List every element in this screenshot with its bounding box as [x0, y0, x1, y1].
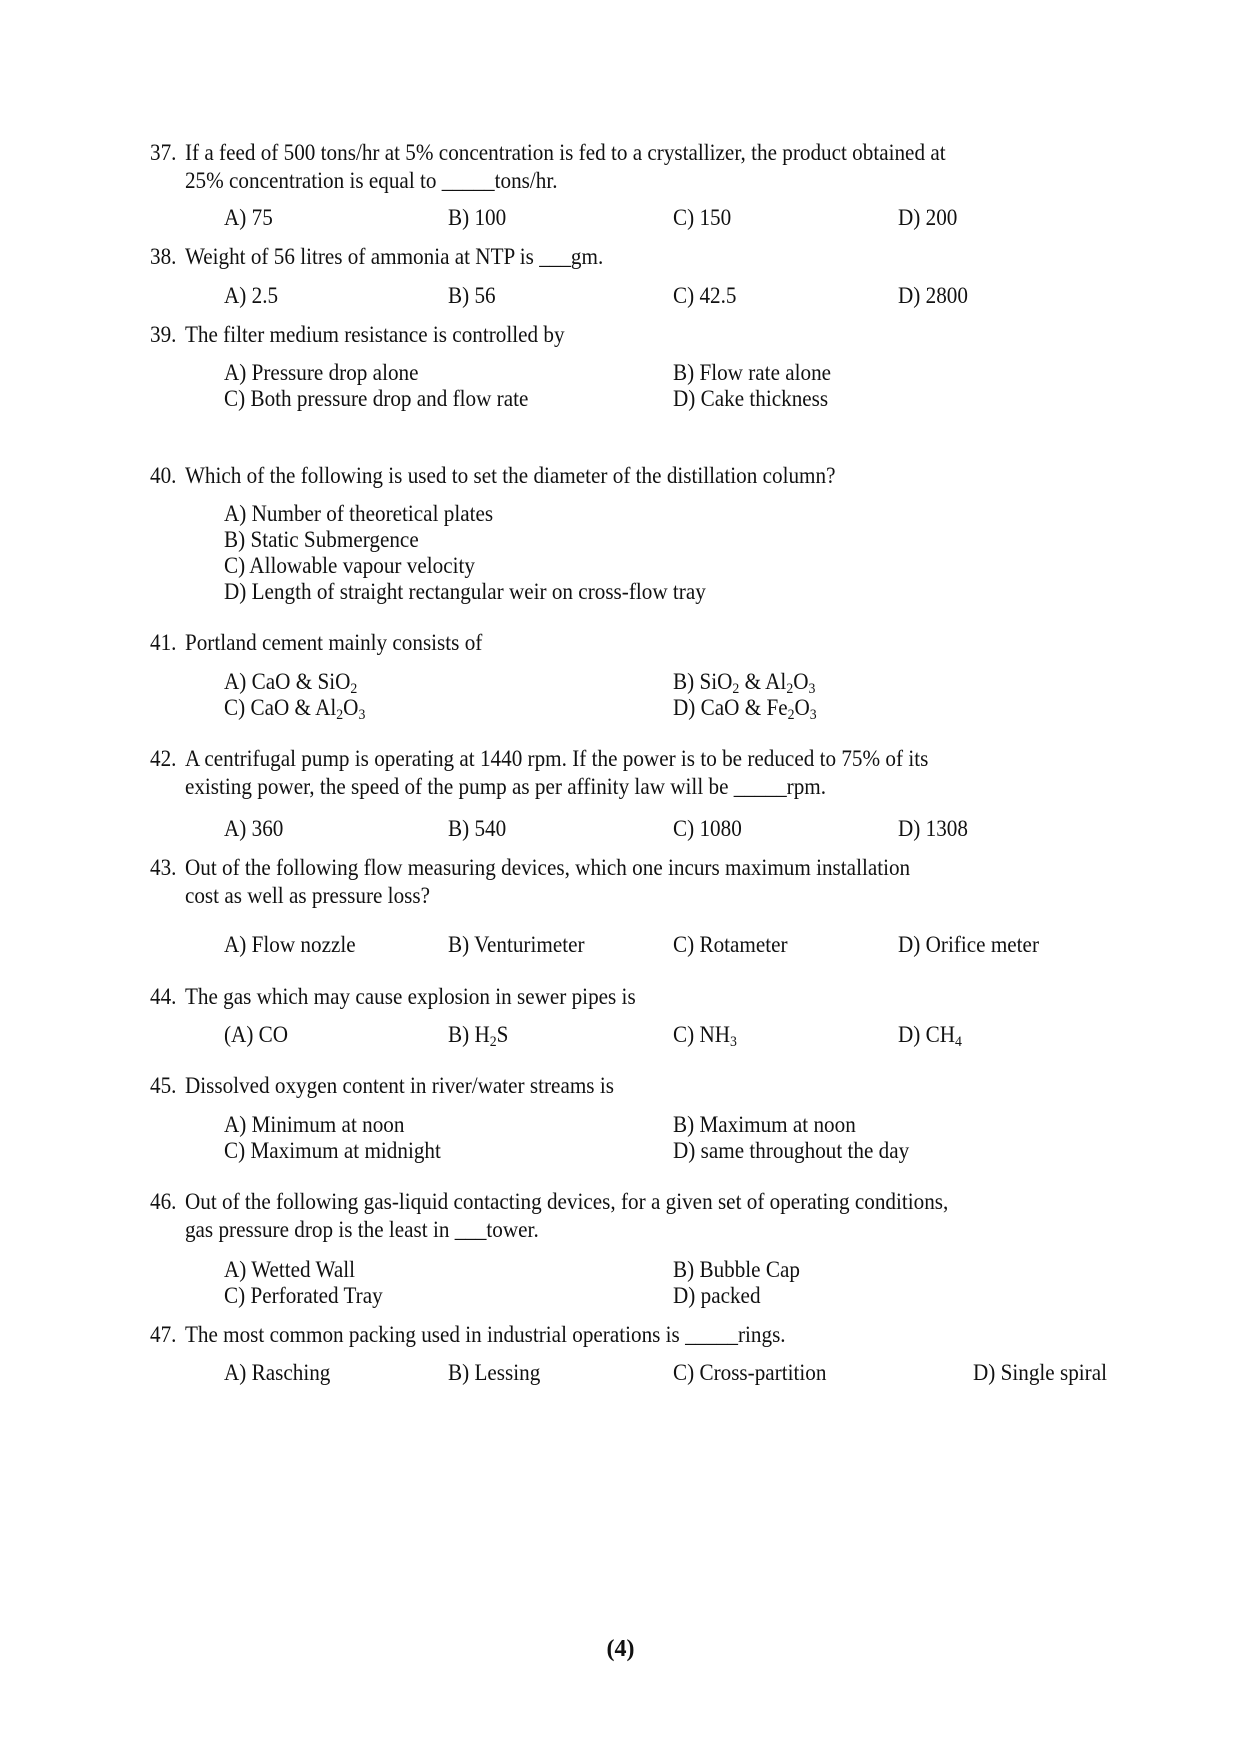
option-b: B) SiO$_2$ & $Al_2O_3$	[673, 669, 816, 697]
question-text: Out of the following gas-liquid contacting devices, for a given set of operating conditions,	[184, 1189, 949, 1214]
option-d: D) CaO & $Fe_2O_3$	[673, 695, 817, 723]
option-c: C) 1080	[673, 816, 742, 841]
question-text-continued: gas pressure drop is the least in ___tower.	[184, 1217, 539, 1242]
option-c: C) Rotameter	[673, 932, 788, 957]
page-number: (4)	[606, 1636, 635, 1662]
question-number: 39.	[150, 322, 177, 347]
question-number: 45.	[150, 1073, 177, 1098]
question-text: A centrifugal pump is operating at 1440 rpm. If the power is to be reduced to 75% of its	[184, 746, 929, 771]
question-number: 42.	[150, 746, 177, 771]
question-number: 46.	[150, 1189, 177, 1214]
question-number: 41.	[150, 630, 177, 655]
option-a: (A) CO	[224, 1022, 289, 1047]
question-46	[150, 1188, 1015, 1244]
option-a: A) 360	[224, 816, 284, 841]
question-number: 40.	[150, 463, 177, 488]
option-b: B) 540	[448, 816, 507, 841]
option-c: C) $NH_3$	[673, 1022, 737, 1050]
question-text: The filter medium resistance is controlled by	[184, 322, 565, 347]
question-text: The most common packing used in industrial operations is _____rings.	[184, 1322, 786, 1347]
question-text: If a feed of 500 tons/hr at 5% concentration is fed to a crystallizer, the product obtained at	[184, 140, 946, 165]
option-a: A) 2.5	[224, 283, 279, 308]
question-text-continued: existing power, the speed of the pump as per affinity law will be _____rpm.	[184, 774, 827, 799]
question-text: Which of the following is used to set the diameter of the distillation column?	[184, 463, 836, 488]
option-b: B) Venturimeter	[448, 932, 585, 957]
question-text: Weight of 56 litres of ammonia at NTP is ___gm.	[184, 244, 604, 269]
option-b: B) $H_2S$	[448, 1022, 509, 1050]
option-c: C) Perforated Tray	[224, 1283, 383, 1308]
option-a: A) 75	[224, 205, 273, 230]
question-40	[150, 462, 1015, 490]
option-d: D) 1308	[898, 816, 968, 841]
option-a: A) Pressure drop alone	[224, 360, 419, 385]
option-c: C) Maximum at midnight	[224, 1138, 441, 1163]
question-text-continued: cost as well as pressure loss?	[184, 883, 431, 908]
option-c: C) 150	[673, 205, 732, 230]
question-number: 47.	[150, 1322, 177, 1347]
option-d: D) same throughout the day	[673, 1138, 910, 1163]
question-number: 43.	[150, 855, 177, 880]
question-text: The gas which may cause explosion in sewer pipes is	[184, 984, 636, 1009]
question-number: 37.	[150, 140, 177, 165]
option-b: B) Bubble Cap	[673, 1257, 800, 1282]
question-number: 44.	[150, 984, 177, 1009]
option-b: B) Lessing	[448, 1360, 541, 1385]
question-37	[150, 139, 1015, 195]
option-d: D) Orifice meter	[898, 932, 1040, 957]
option-a: A) Rasching	[224, 1360, 331, 1385]
question-42	[150, 745, 1088, 801]
question-43	[150, 854, 1088, 910]
option-b: B) 100	[448, 205, 507, 230]
question-41	[150, 629, 1015, 657]
question-38	[150, 243, 1015, 271]
option-d: D) $CH_4$	[898, 1022, 962, 1050]
option-c: C) Both pressure drop and flow rate	[224, 386, 529, 411]
option-b: B) Static Submergence	[224, 527, 419, 552]
question-47	[150, 1321, 1015, 1349]
option-b: B) Maximum at noon	[673, 1112, 856, 1137]
option-d: D) Length of straight rectangular weir on cross-flow tray	[224, 579, 706, 604]
option-d: D) 2800	[898, 283, 968, 308]
option-d: D) packed	[673, 1283, 761, 1308]
option-c: C) CaO & $Al_2O_3$	[224, 695, 366, 723]
option-a: A) Number of theoretical plates	[224, 501, 494, 526]
option-a: A) CaO & SiO$_2$	[224, 669, 358, 697]
option-a: A) Minimum at noon	[224, 1112, 405, 1137]
option-d: D) Single spiral	[973, 1360, 1108, 1385]
question-text: Portland cement mainly consists of	[184, 630, 483, 655]
question-text: Dissolved oxygen content in river/water streams is	[184, 1073, 614, 1098]
question-44	[150, 983, 1015, 1011]
question-number: 38.	[150, 244, 177, 269]
option-c: C) Allowable vapour velocity	[224, 553, 475, 578]
option-a: A) Flow nozzle	[224, 932, 356, 957]
option-b: B) Flow rate alone	[673, 360, 832, 385]
option-c: C) Cross-partition	[673, 1360, 827, 1385]
option-b: B) 56	[448, 283, 496, 308]
option-a: A) Wetted Wall	[224, 1257, 355, 1282]
question-text: Out of the following flow measuring devices, which one incurs maximum installation	[184, 855, 911, 880]
question-text-continued: 25% concentration is equal to _____tons/hr.	[184, 168, 558, 193]
option-d: D) 200	[898, 205, 958, 230]
question-45	[150, 1072, 1015, 1100]
question-39	[150, 321, 1015, 349]
option-c: C) 42.5	[673, 283, 737, 308]
option-d: D) Cake thickness	[673, 386, 829, 411]
